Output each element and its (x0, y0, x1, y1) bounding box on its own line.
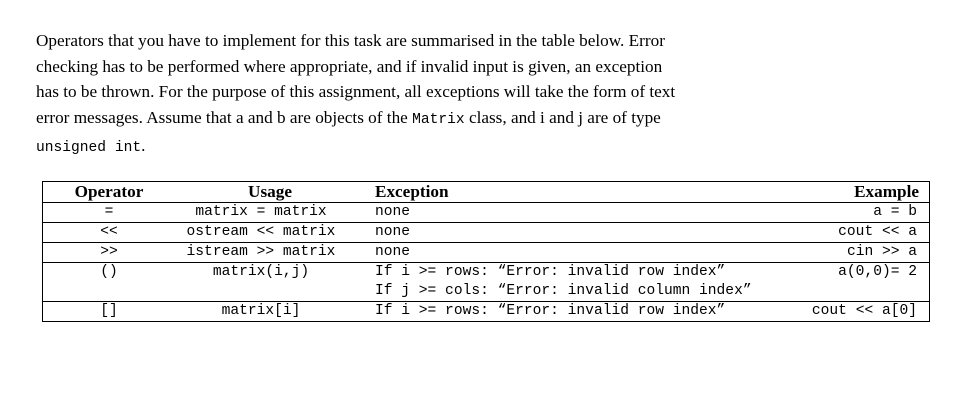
paragraph-line-5 (36, 133, 935, 162)
header-exception: Exception (365, 181, 765, 202)
cell-example: a = b (765, 202, 930, 222)
cell-exception: none (375, 203, 411, 220)
header-usage: Usage (175, 181, 365, 202)
paragraph-line-1-text: Operators that you have to implement for this task are summarised in the table below. Error (36, 31, 665, 50)
paragraph-line-5-text-b: . (141, 136, 146, 155)
cell-exception: none (375, 243, 411, 260)
header-example: Example (765, 181, 930, 202)
cell-exception: none (375, 223, 411, 240)
paragraph-line-1 (36, 28, 935, 54)
cell-example: cout << a[0] (765, 301, 930, 321)
matrix-class-code: Matrix (412, 111, 465, 128)
paragraph-line-2-text: checking has to be performed where appropriate, and if invalid input is given, an exception (36, 56, 663, 76)
paragraph-line-3-text: has to be thrown. For the purpose of this assignment, all exceptions will take the form of text (36, 82, 676, 101)
table-row (43, 242, 930, 262)
table-row (43, 262, 930, 282)
paragraph-line-4 (36, 105, 935, 134)
cell-example-cont (765, 282, 930, 301)
cell-example: a(0,0)= 2 (765, 262, 930, 282)
cell-operator: [] (43, 301, 176, 321)
paragraph-line-2 (36, 54, 935, 80)
cell-exception-line2: If j >= cols: “Error: invalid column index” (375, 282, 752, 299)
table-row (43, 202, 930, 222)
cell-operator: = (43, 202, 176, 222)
cell-usage: istream >> matrix (186, 243, 336, 260)
intro-paragraph (36, 28, 935, 162)
paragraph-line-4-text-b: class, and i and j are of type (464, 107, 661, 127)
table-row (43, 222, 930, 242)
cell-example: cin >> a (765, 242, 930, 262)
paragraph-line-3 (36, 79, 935, 105)
cell-usage: matrix = matrix (195, 203, 327, 220)
cell-operator: >> (43, 242, 176, 262)
cell-exception: If i >= rows: “Error: invalid row index” (375, 263, 726, 280)
cell-example: cout << a (765, 222, 930, 242)
cell-usage-cont (175, 282, 365, 301)
cell-exception: If i >= rows: “Error: invalid row index” (365, 301, 765, 321)
table-row (43, 301, 930, 321)
table-header-row (43, 181, 930, 202)
unsigned-int-code: unsigned int (36, 140, 142, 156)
table-row-continuation (43, 282, 930, 301)
cell-usage: matrix[i] (175, 301, 365, 321)
cell-usage: matrix(i,j) (212, 263, 310, 280)
cell-operator: () (43, 262, 176, 282)
operator-table (42, 181, 930, 322)
cell-operator-cont (43, 282, 176, 301)
cell-operator: << (43, 222, 176, 242)
operator-table-wrapper (36, 181, 935, 322)
cell-usage: ostream << matrix (186, 223, 336, 240)
paragraph-line-4-text-a: error messages. Assume that a and b are objects of the (36, 107, 413, 127)
header-operator: Operator (43, 181, 176, 202)
